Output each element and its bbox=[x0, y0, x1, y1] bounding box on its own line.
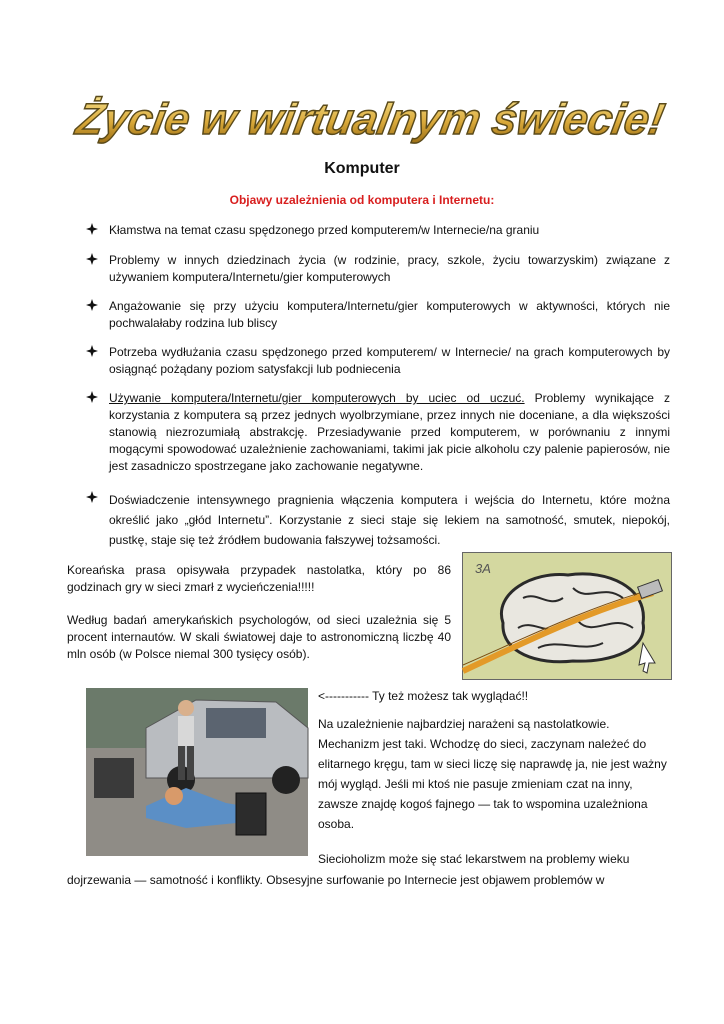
netaholism-paragraph-start: Siecioholizm może się stać lekarstwem na problemy wieku bbox=[318, 852, 630, 866]
list-item bbox=[86, 252, 670, 286]
research-paragraph: Według badań amerykańskich psychologów, od sieci uzależnia się 5 procent internautów. W skali światowej daje to astronomiczną liczbę 40 mln osób (w Polsce niemal 300 tysięcy osób). bbox=[67, 613, 451, 661]
netaholism-paragraph-continued: dojrzewania — samotność i konflikty. Obsesyjne surfowanie po Internecie jest objawem problemów w bbox=[67, 873, 605, 887]
list-item-text: Problemy wynikające z korzystania z komputera są przez jednych wyolbrzymiane, przez innych nie doceniane, a dla większości stanowią niezrozumiałą abstrakcję. Przesiadywanie przed komputerem, w porównaniu z innymi mogącymi spowodować uzależnienie zachowaniami, takimi jak picie alkoholu czy palenie papierosów, nie jest zasadniczo spostrzegane jako zachowanie negatywne. bbox=[109, 391, 670, 473]
list-item-underlined-text: Używanie komputera/Internetu/gier komputerowych by uciec od uczuć. bbox=[109, 391, 525, 405]
arrow-caption: <----------- Ty też możesz tak wyglądać!! bbox=[318, 689, 529, 703]
wordart-title-text: Życie w wirtualnym świecie! bbox=[72, 95, 669, 144]
brain-cable-image bbox=[462, 552, 672, 680]
list-item-text: Problemy w innych dziedzinach życia (w rodzinie, pracy, szkole, życiu towarzyskim) związane z używaniem komputera/Internetu/gier komputerowych bbox=[109, 253, 670, 284]
list-item bbox=[86, 390, 670, 475]
section-subheading: Objawy uzależnienia od komputera i Internetu: bbox=[229, 193, 495, 207]
diamond-bullet-icon bbox=[86, 253, 98, 265]
diamond-bullet-icon bbox=[86, 299, 98, 311]
list-item-text: Kłamstwa na temat czasu spędzonego przed komputerem/w Internecie/na graniu bbox=[109, 223, 540, 237]
korea-paragraph: Koreańska prasa opisywała przypadek nastolatka, który po 86 godzinach gry w sieci zmarł z wycieńczenia!!!!! bbox=[67, 563, 451, 594]
wordart-title bbox=[72, 88, 669, 148]
list-item bbox=[86, 298, 670, 332]
brain-image-label: 3A bbox=[475, 561, 491, 576]
diamond-bullet-icon bbox=[86, 223, 98, 235]
list-item-text: Doświadczenie intensywnego pragnienia włączenia komputera i wejścia do Internetu, które można określić jako „głód Internetu”. Korzystanie z sieci staje się lekiem na samotność, smutek, niepokój, pustkę, staje się też źródłem budowania fałszywej tożsamości. bbox=[109, 493, 670, 547]
list-item bbox=[86, 344, 670, 378]
diamond-bullet-icon bbox=[86, 491, 98, 503]
photo-man-and-computer bbox=[86, 688, 308, 856]
photo-illustration bbox=[86, 688, 308, 856]
list-item bbox=[86, 490, 670, 550]
diamond-bullet-icon bbox=[86, 345, 98, 357]
list-item bbox=[86, 222, 670, 239]
teenagers-paragraph: Na uzależnienie najbardziej narażeni są nastolatkowie. Mechanizm jest taki. Wchodzę do sieci, zaczynam należeć do elitarnego kręgu, tam w sieci liczę się naprawdę ja, nie jest ważny mój wygląd. Jeśli mi ktoś nie pasuje zmieniam czat na inny, zawsze znajdę kogoś fajnego — tak to wspomina uzależniona osoba. bbox=[318, 717, 667, 831]
list-item-text: Potrzeba wydłużania czasu spędzonego przed komputerem/ w Internecie/ na grach komputerowych by osiągnąć pożądany poziom satysfakcji lub podniecenia bbox=[109, 345, 670, 376]
list-item-text: Angażowanie się przy użyciu komputera/Internetu/gier komputerowych w aktywności, których nie pochwalałaby rodzina lub bliscy bbox=[109, 299, 670, 330]
brain-illustration bbox=[463, 553, 671, 679]
diamond-bullet-icon bbox=[86, 391, 98, 403]
page-heading: Komputer bbox=[324, 160, 400, 177]
